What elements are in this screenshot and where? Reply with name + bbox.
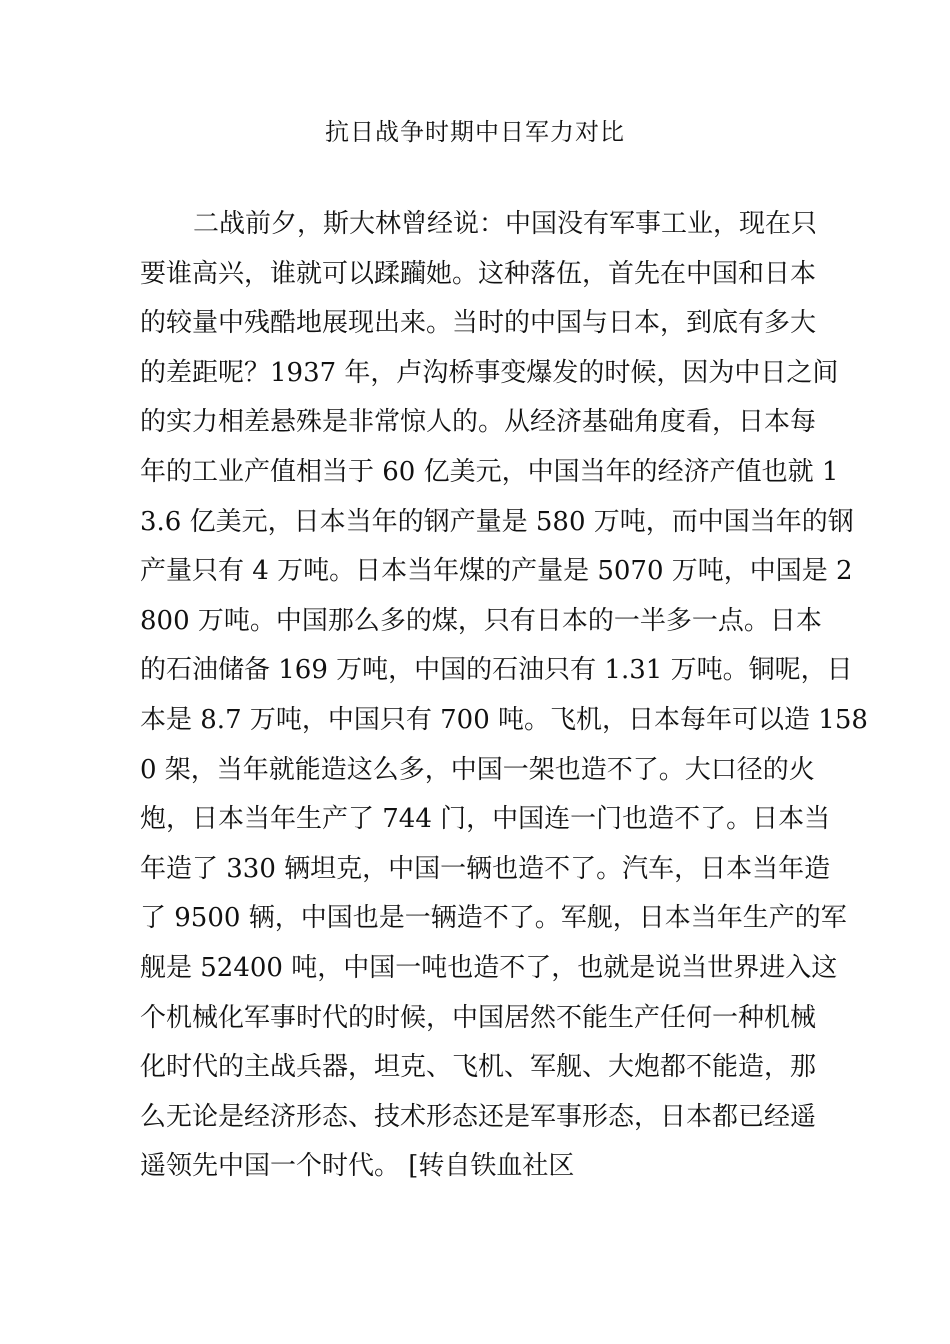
- paragraph-line: 产量只有 4 万吨。日本当年煤的产量是 5070 万吨，中国是 2: [140, 556, 853, 587]
- paragraph-line: 的石油储备 169 万吨，中国的石油只有 1.31 万吨。铜呢，日: [140, 655, 853, 686]
- paragraph-line: 么无论是经济形态、技术形态还是军事形态，日本都已经遥: [140, 1101, 817, 1132]
- document-title: 抗日战争时期中日军力对比: [325, 118, 625, 146]
- paragraph-line: 舰是 52400 吨，中国一吨也造不了，也就是说当世界进入这: [140, 952, 838, 983]
- paragraph-line: 的差距呢？1937 年，卢沟桥事变爆发的时候，因为中日之间: [140, 357, 839, 388]
- paragraph-line: 年的工业产值相当于 60 亿美元，中国当年的经济产值也就 1: [140, 456, 839, 487]
- paragraph-line: 化时代的主战兵器，坦克、飞机、军舰、大炮都不能造，那: [140, 1052, 817, 1083]
- paragraph-line: 个机械化军事时代的时候，中国居然不能生产任何一种机械: [140, 1002, 817, 1033]
- article-paragraph: [140, 200, 868, 1192]
- paragraph-line: 本是 8.7 万吨，中国只有 700 吨。飞机，日本每年可以造 158: [140, 704, 868, 735]
- paragraph-line: 遥领先中国一个时代。 [转自铁血社区: [140, 1151, 575, 1182]
- paragraph-line: 800 万吨。中国那么多的煤，只有日本的一半多一点。日本: [140, 605, 822, 636]
- paragraph-line: 要谁高兴，谁就可以蹂躏她。这种落伍，首先在中国和日本: [140, 258, 817, 289]
- paragraph-line: 的较量中残酷地展现出来。当时的中国与日本，到底有多大: [140, 308, 817, 339]
- paragraph-line: 0 架，当年就能造这么多，中国一架也造不了。大口径的火: [140, 754, 815, 785]
- paragraph-line: 了 9500 辆，中国也是一辆造不了。军舰，日本当年生产的军: [140, 903, 847, 934]
- paragraph-line: 3.6 亿美元，日本当年的钢产量是 580 万吨，而中国当年的钢: [140, 506, 854, 537]
- paragraph-line: 年造了 330 辆坦克，中国一辆也造不了。汽车，日本当年造: [140, 853, 831, 884]
- paragraph-line: 二战前夕，斯大林曾经说：中国没有军事工业，现在只: [193, 209, 818, 239]
- paragraph-line: 炮，日本当年生产了 744 门，中国连一门也造不了。日本当: [140, 804, 831, 835]
- paragraph-line: 的实力相差悬殊是非常惊人的。从经济基础角度看，日本每: [140, 407, 817, 438]
